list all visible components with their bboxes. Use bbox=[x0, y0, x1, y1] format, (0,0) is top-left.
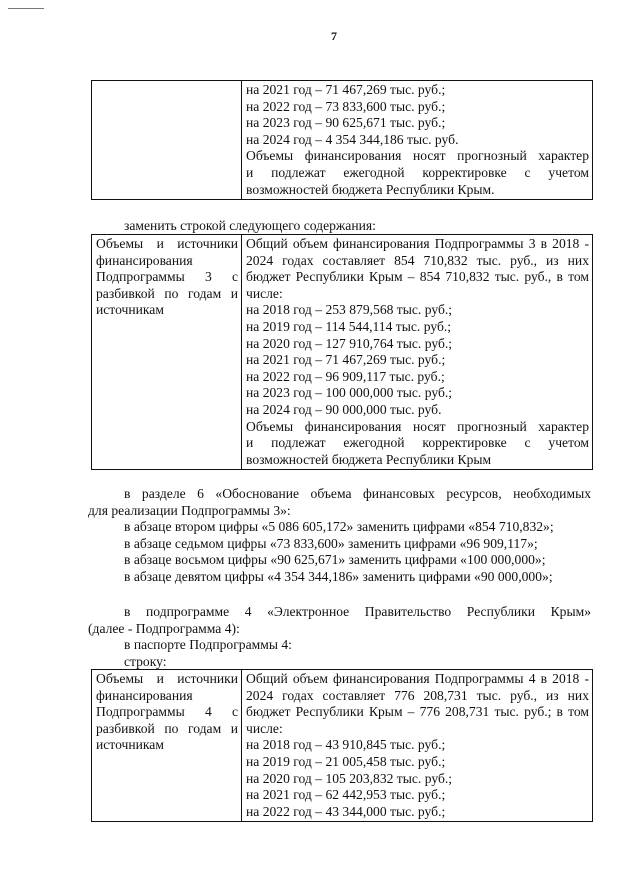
funding-year-line: на 2021 год – 71 467,269 тыс. руб.; bbox=[246, 82, 446, 97]
subprogram-4-line: (далее - Подпрограмма 4): bbox=[88, 620, 240, 636]
table-right-cell bbox=[242, 81, 593, 200]
funding-year-line: на 2018 год – 43 910,845 тыс. руб.; bbox=[246, 737, 446, 753]
funding-year-line: на 2022 год – 96 909,117 тыс. руб.; bbox=[246, 368, 445, 384]
section-6-item: в абзаце восьмом цифры «90 625,671» заменить цифрами «100 000,000»; bbox=[124, 552, 546, 568]
funding-year-line: на 2021 год – 62 442,953 тыс. руб.; bbox=[246, 787, 446, 803]
funding-year-line: на 2023 год – 100 000,000 тыс. руб.; bbox=[246, 385, 453, 401]
replace-intro-paragraph bbox=[88, 218, 591, 235]
section-6-item: в абзаце втором цифры «5 086 605,172» заменить цифрами «854 710,832»; bbox=[124, 519, 554, 535]
section-6-paragraph bbox=[88, 486, 591, 586]
funding-note-line: и подлежат ежегодной корректировке с учетом bbox=[246, 435, 589, 451]
funding-intro: Общий объем финансирования Подпрограммы 4 в 2018 - 2024 годах составляет 776 208,731 тыс. руб., из них бюджет Республики Крым – 776 208,731 тыс. руб.; в том числе: bbox=[246, 671, 589, 736]
funding-note-line: Объемы финансирования носят прогнозный характер bbox=[246, 148, 589, 164]
funding-year-line: на 2019 год – 21 005,458 тыс. руб.; bbox=[246, 753, 446, 769]
table-left-cell: Объемы и источники финансирования Подпрограммы 4 с разбивкой по годам и источникам bbox=[92, 670, 242, 822]
funding-year-line: на 2022 год – 73 833,600 тыс. руб.; bbox=[246, 98, 446, 114]
funding-year-line: на 2020 год – 127 910,764 тыс. руб.; bbox=[246, 335, 453, 351]
subprogram-4-line: в подпрограмме 4 «Электронное Правительство Республики Крым» bbox=[124, 604, 591, 619]
table-right-cell bbox=[242, 235, 593, 470]
row-label: строку: bbox=[124, 653, 167, 669]
section-6-item: в абзаце седьмом цифры «73 833,600» заменить цифрами «96 909,117»; bbox=[124, 535, 538, 551]
replace-intro: заменить строкой следующего содержания: bbox=[124, 218, 376, 233]
subprogram-4-paragraph bbox=[88, 604, 591, 670]
scan-artifact bbox=[8, 8, 44, 9]
section-6-line: для реализации Подпрограммы 3»: bbox=[88, 502, 291, 518]
funding-note-line: возможностей бюджета Республики Крым bbox=[246, 451, 492, 467]
section-6-line: в разделе 6 «Обоснование объема финансовых ресурсов, необходимых bbox=[124, 486, 591, 501]
funding-table-continuation bbox=[91, 80, 593, 200]
funding-year-line: на 2020 год – 105 203,832 тыс. руб.; bbox=[246, 770, 453, 786]
table-left-cell: Объемы и источники финансирования Подпрограммы 3 с разбивкой по годам и источникам bbox=[92, 235, 242, 470]
funding-year-line: на 2018 год – 253 879,568 тыс. руб.; bbox=[246, 302, 453, 318]
funding-year-line: на 2022 год – 43 344,000 тыс. руб.; bbox=[246, 803, 446, 819]
section-6-item: в абзаце девятом цифры «4 354 344,186» заменить цифрами «90 000,000»; bbox=[124, 568, 553, 584]
funding-year-line: на 2023 год – 90 625,671 тыс. руб.; bbox=[246, 115, 446, 131]
passport-line: в паспорте Подпрограммы 4: bbox=[124, 637, 292, 653]
page-number: 7 bbox=[331, 29, 337, 43]
funding-year-line: на 2021 год – 71 467,269 тыс. руб.; bbox=[246, 352, 446, 368]
funding-note-line: и подлежат ежегодной корректировке с учетом bbox=[246, 164, 589, 180]
table-left-cell-empty bbox=[92, 81, 242, 200]
funding-intro: Общий объем финансирования Подпрограммы 3 в 2018 - 2024 годах составляет 854 710,832 тыс. руб., из них бюджет Республики Крым – 854 710,832 тыс. руб., в том числе: bbox=[246, 236, 589, 301]
funding-year-line: на 2019 год – 114 544,114 тыс. руб.; bbox=[246, 318, 452, 334]
funding-table-subprogram-3 bbox=[91, 234, 593, 470]
funding-year-line: на 2024 год – 90 000,000 тыс. руб. bbox=[246, 401, 442, 417]
funding-note-line: возможностей бюджета Республики Крым. bbox=[246, 181, 495, 197]
funding-note-line: Объемы финансирования носят прогнозный характер bbox=[246, 418, 589, 434]
funding-year-line: на 2024 год – 4 354 344,186 тыс. руб. bbox=[246, 131, 459, 147]
table-right-cell bbox=[242, 670, 593, 822]
funding-table-subprogram-4 bbox=[91, 669, 593, 822]
